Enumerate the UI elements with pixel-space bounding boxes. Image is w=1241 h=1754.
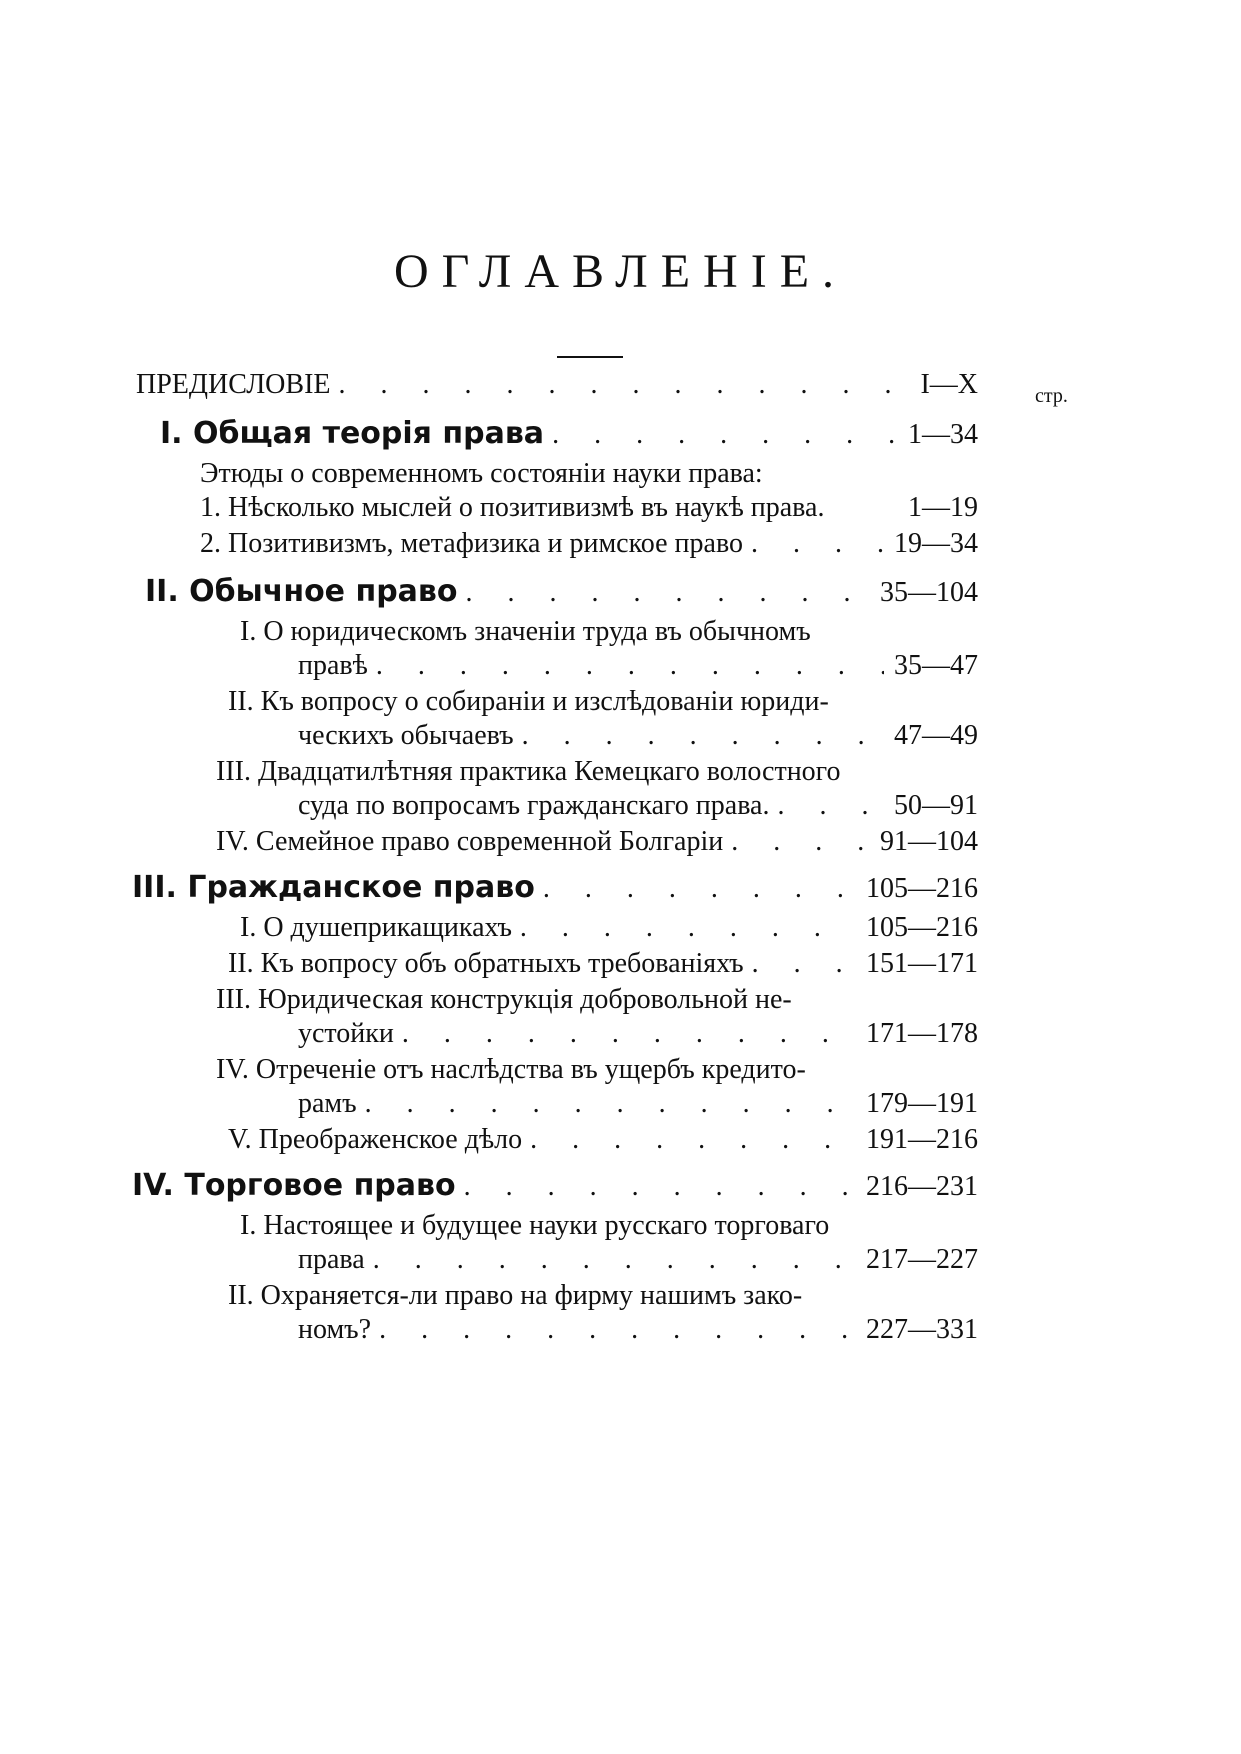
entry-pages: 1—34 bbox=[908, 419, 978, 450]
dot-leader bbox=[522, 1122, 856, 1158]
entry-pages: 91—104 bbox=[880, 826, 978, 857]
dot-leader bbox=[544, 417, 898, 453]
dot-leader bbox=[770, 788, 885, 824]
toc-entry-4-2 bbox=[298, 1312, 978, 1348]
entry-pages: 179—191 bbox=[866, 1088, 978, 1119]
toc-entry-3-4-line1: IV. Отреченіе отъ наслѣдства въ ущербъ кредито- bbox=[216, 1054, 806, 1085]
dot-leader bbox=[368, 648, 884, 684]
dot-leader bbox=[514, 718, 884, 754]
entry-text: IV. Торговое право bbox=[132, 1168, 456, 1203]
entry-text: II. Къ вопросу объ обратныхъ требованіяхъ bbox=[228, 948, 744, 979]
title-rule bbox=[557, 356, 623, 358]
toc-entry-part-2 bbox=[145, 574, 978, 611]
toc-entry-preface bbox=[136, 367, 978, 403]
entry-pages: 50—91 bbox=[894, 790, 978, 821]
entry-pages: 35—47 bbox=[894, 650, 978, 681]
toc-entry-2-1-line1: I. О юридическомъ значеніи труда въ обычномъ bbox=[240, 616, 811, 647]
toc-entry-2-4 bbox=[216, 824, 978, 860]
entry-text: суда по вопросамъ гражданскаго права. bbox=[298, 790, 770, 821]
toc-entry-1-1 bbox=[200, 490, 978, 526]
toc-entry-3-3-line1: III. Юридическая конструкція добровольной не- bbox=[216, 984, 792, 1015]
toc-subheading: Этюды о современномъ состояніи науки права: bbox=[200, 458, 763, 489]
toc-entry-2-3 bbox=[298, 788, 978, 824]
dot-leader bbox=[394, 1016, 856, 1052]
entry-pages: 105—216 bbox=[866, 873, 978, 904]
entry-text: ческихъ обычаевъ bbox=[298, 720, 514, 751]
toc-entry-2-3-line1: III. Двадцатилѣтняя практика Кемецкаго волостного bbox=[216, 756, 841, 787]
entry-pages: 217—227 bbox=[866, 1244, 978, 1275]
dot-leader bbox=[456, 1169, 856, 1205]
toc-entry-3-1 bbox=[240, 910, 978, 946]
toc-entry-2-2 bbox=[298, 718, 978, 754]
dot-leader bbox=[357, 1086, 856, 1122]
page-column-header: стр. bbox=[1035, 385, 1068, 407]
entry-pages: 216—231 bbox=[866, 1171, 978, 1202]
dot-leader bbox=[331, 367, 911, 403]
toc-entry-part-3 bbox=[132, 870, 978, 907]
toc-entry-4-1 bbox=[298, 1242, 978, 1278]
dot-leader bbox=[365, 1242, 856, 1278]
entry-text: правѣ bbox=[298, 650, 368, 681]
entry-pages: 105—216 bbox=[866, 912, 978, 943]
entry-pages: I—X bbox=[920, 369, 978, 400]
entry-pages: 1—19 bbox=[908, 492, 978, 523]
dot-leader bbox=[371, 1312, 856, 1348]
entry-text: II. Обычное право bbox=[145, 574, 458, 609]
toc-entry-4-2-line1: II. Охраняется-ли право на фирму нашимъ зако- bbox=[228, 1280, 803, 1311]
dot-leader bbox=[743, 526, 884, 562]
entry-text: 1. Нѣсколько мыслей о позитивизмѣ въ наукѣ права. bbox=[200, 492, 825, 523]
entry-pages: 191—216 bbox=[866, 1124, 978, 1155]
dot-leader bbox=[512, 910, 856, 946]
toc-entry-3-3 bbox=[298, 1016, 978, 1052]
entry-text: устойки bbox=[298, 1018, 394, 1049]
toc-entry-1-2 bbox=[200, 526, 978, 562]
toc-entry-4-1-line1: I. Настоящее и будущее науки русскаго торговаго bbox=[240, 1210, 830, 1241]
entry-text: III. Гражданское право bbox=[132, 870, 535, 905]
toc-entry-2-2-line1: II. Къ вопросу о собираніи и изслѣдованіи юриди- bbox=[228, 686, 829, 717]
toc-entry-part-1 bbox=[160, 416, 978, 453]
entry-text: IV. Семейное право современной Болгаріи bbox=[216, 826, 724, 857]
entry-text: рамъ bbox=[298, 1088, 357, 1119]
entry-pages: 171—178 bbox=[866, 1018, 978, 1049]
entry-pages: 35—104 bbox=[880, 577, 978, 608]
entry-text: номъ? bbox=[298, 1314, 372, 1345]
page-title: ОГЛАВЛЕНІЕ. bbox=[393, 245, 848, 298]
toc-entry-3-4 bbox=[298, 1086, 978, 1122]
entry-text: 2. Позитивизмъ, метафизика и римское право bbox=[200, 528, 743, 559]
entry-text: права bbox=[298, 1244, 365, 1275]
dot-leader bbox=[723, 824, 870, 860]
dot-leader bbox=[744, 946, 856, 982]
entry-pages: 151—171 bbox=[866, 948, 978, 979]
dot-leader bbox=[535, 871, 856, 907]
dot-leader bbox=[458, 575, 870, 611]
toc-entry-part-4 bbox=[132, 1168, 978, 1205]
entry-text: I. Общая теорія права bbox=[160, 416, 545, 451]
entry-pages: 19—34 bbox=[894, 528, 978, 559]
entry-text: ПРЕДИСЛОВІЕ bbox=[136, 369, 331, 400]
toc-entry-2-1 bbox=[298, 648, 978, 684]
toc-entry-3-5 bbox=[228, 1122, 978, 1158]
entry-pages: 47—49 bbox=[894, 720, 978, 751]
entry-text: I. О душеприкащикахъ bbox=[240, 912, 512, 943]
entry-text: V. Преображенское дѣло bbox=[228, 1124, 523, 1155]
entry-pages: 227—331 bbox=[866, 1314, 978, 1345]
toc-entry-3-2 bbox=[228, 946, 978, 982]
